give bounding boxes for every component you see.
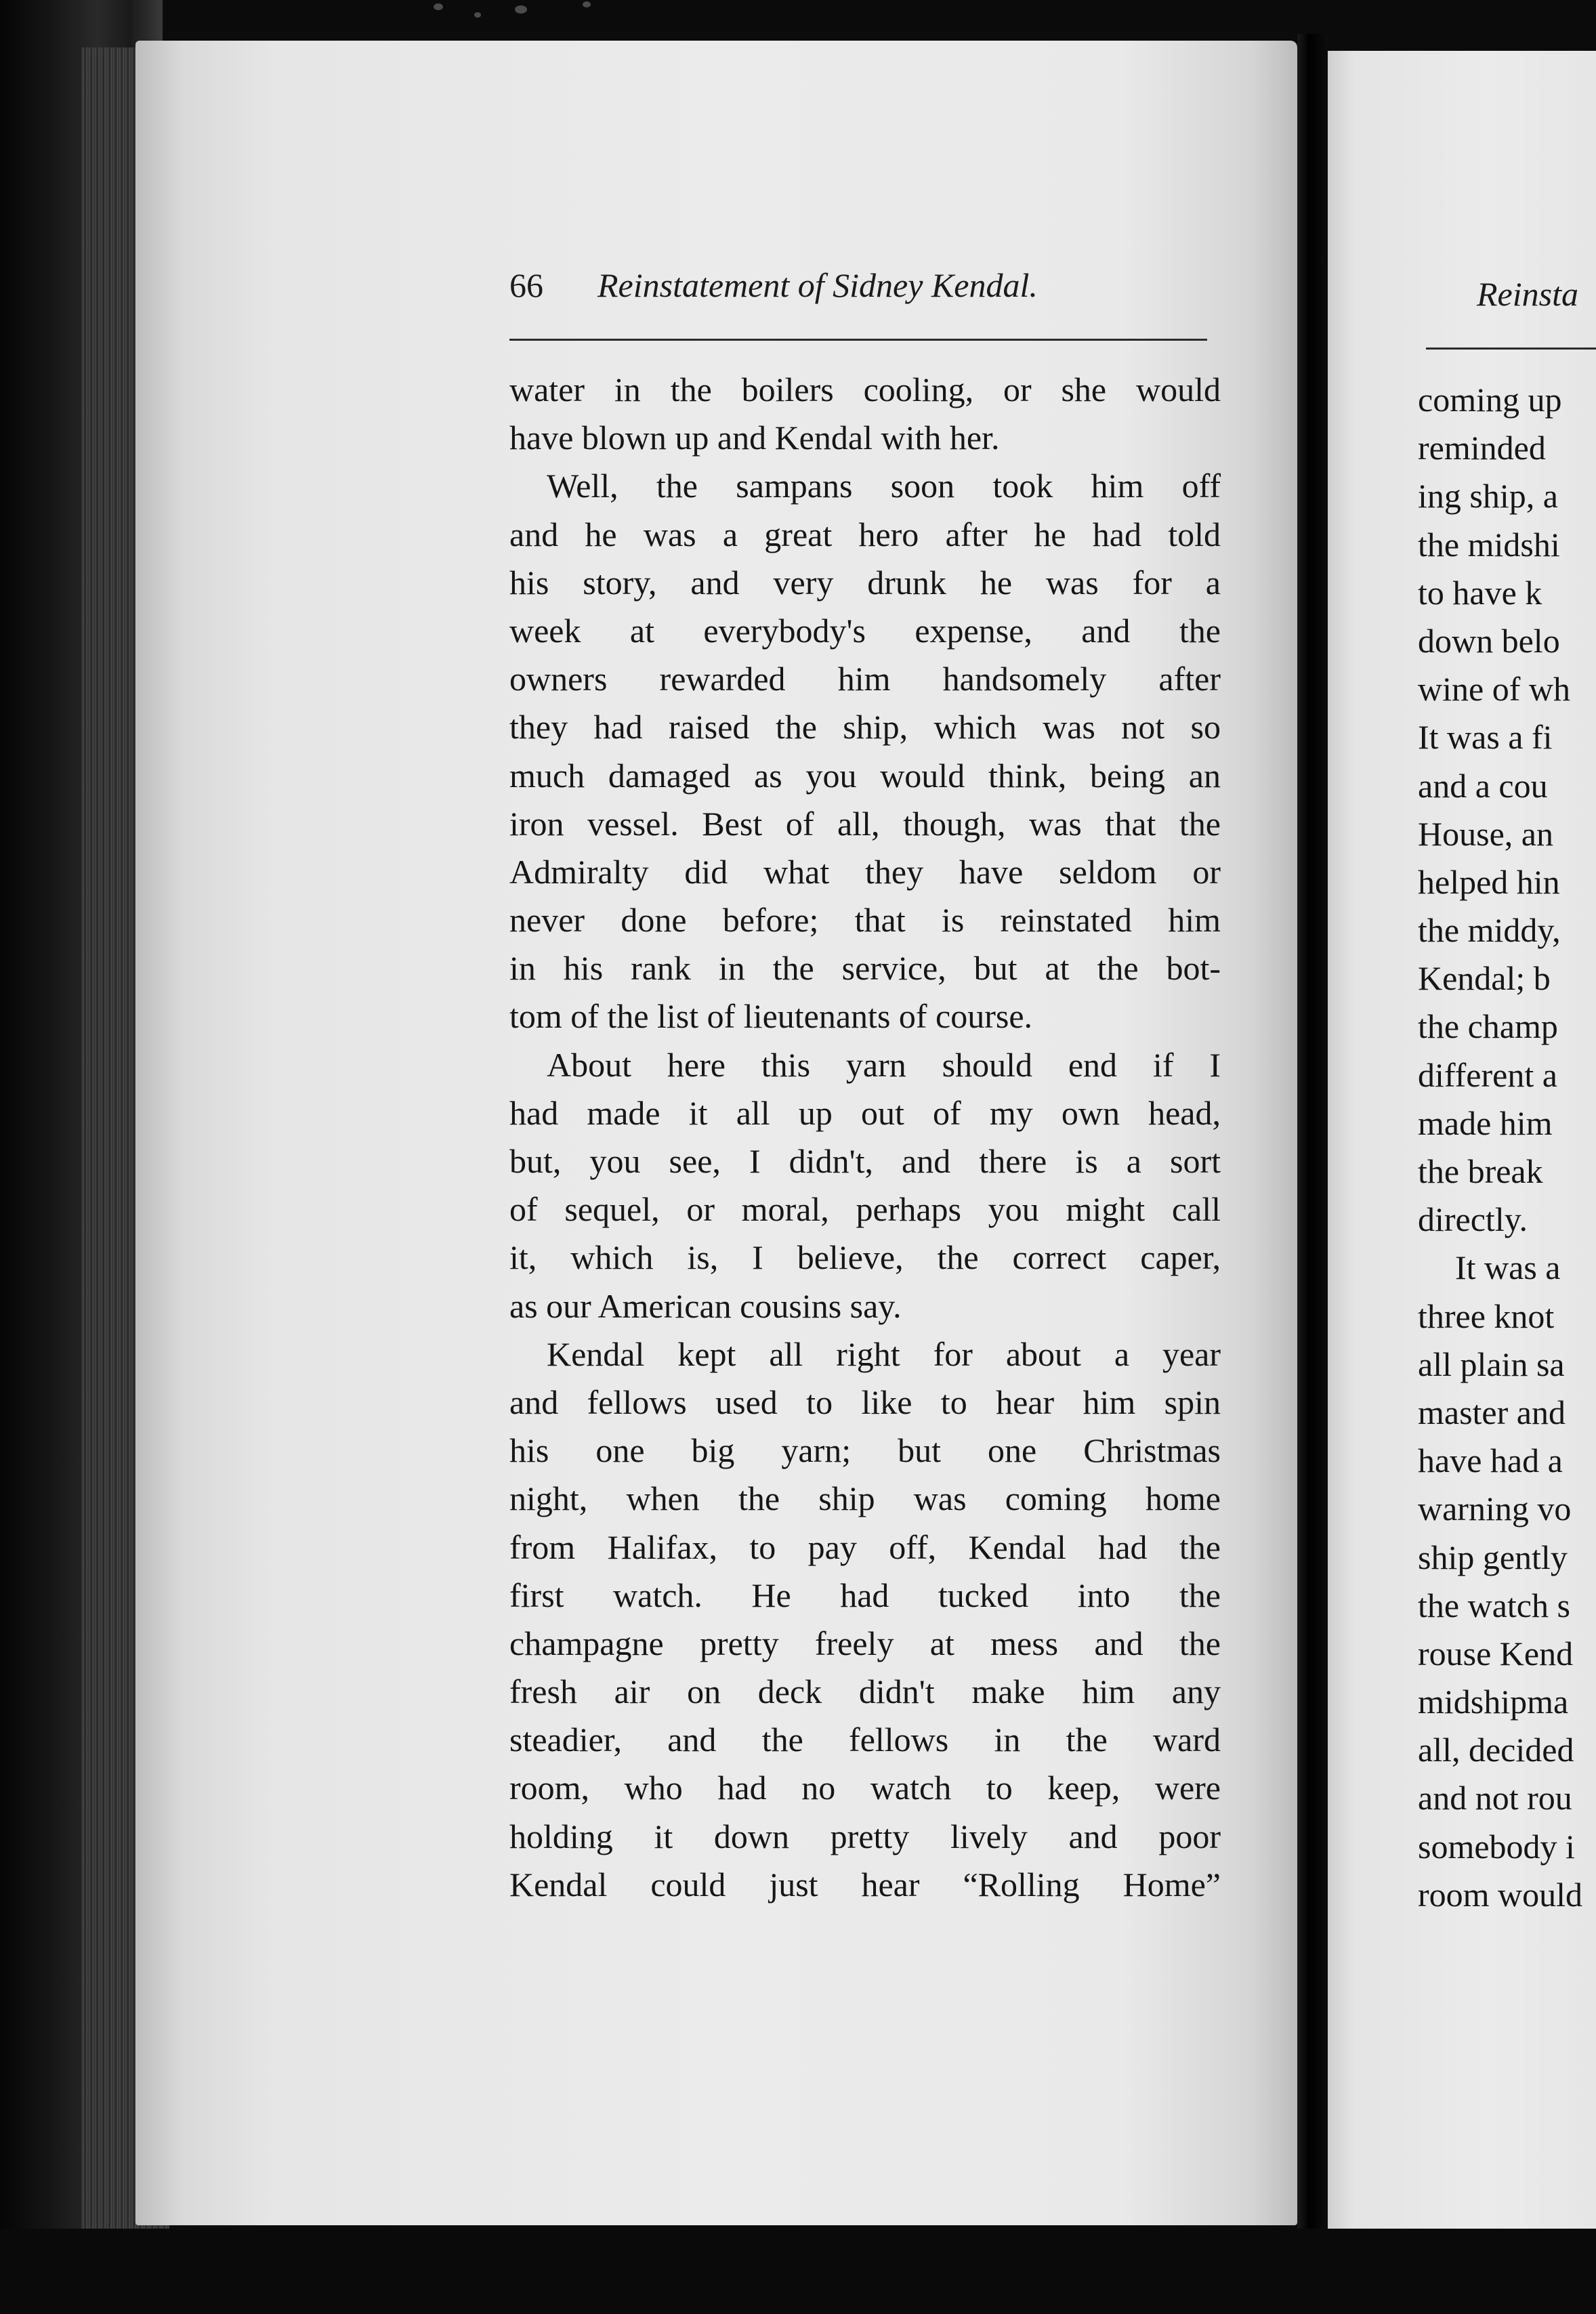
running-title: Reinstatement of Sidney Kendal. (597, 266, 1038, 304)
text-line: directly. (1418, 1200, 1528, 1239)
text-line: never done before; that is reinstated him (509, 901, 1221, 940)
text-line: the break (1418, 1152, 1543, 1190)
text-line: warning vo (1418, 1490, 1572, 1528)
text-line: holding it down pretty lively and poor (509, 1817, 1221, 1855)
page-header (509, 266, 1221, 305)
text-line: the middy, (1418, 911, 1561, 950)
text-line: coming up (1418, 381, 1562, 419)
text-line: had made it all up out of my own head, (509, 1093, 1221, 1132)
text-line: as our American cousins say. (509, 1286, 902, 1325)
text-line: and a cou (1418, 766, 1548, 805)
text-line: his story, and very drunk he was for a (509, 563, 1221, 602)
text-line: have blown up and Kendal with her. (509, 419, 1000, 457)
text-line: week at everybody's expense, and the (509, 611, 1221, 650)
text-line: Kendal could just hear “Rolling Home” (509, 1865, 1221, 1903)
text-line: and not rou (1418, 1779, 1572, 1817)
dust-speck (474, 12, 481, 18)
text-line: champagne pretty freely at mess and the (509, 1624, 1221, 1662)
text-line: room, who had no watch to keep, were (509, 1769, 1221, 1807)
text-line: owners rewarded him handsomely after (509, 660, 1221, 698)
book-gutter (1297, 34, 1328, 2269)
dust-speck (583, 1, 591, 7)
right-running-title: Reinsta (1477, 275, 1578, 313)
text-line: House, an (1418, 814, 1553, 853)
text-line: Well, the sampans soon took him off (547, 467, 1221, 505)
text-line: master and (1418, 1393, 1566, 1431)
text-line: steadier, and the fellows in the ward (509, 1721, 1221, 1759)
bottom-shadow (0, 2229, 1596, 2314)
text-line: room would (1418, 1875, 1583, 1914)
text-line: helped hin (1418, 862, 1560, 901)
right-header-rule (1426, 348, 1596, 350)
text-line: water in the boilers cooling, or she would (509, 371, 1221, 408)
text-line: first watch. He had tucked into the (509, 1576, 1221, 1614)
text-line: all plain sa (1418, 1345, 1565, 1383)
page-body-text (509, 366, 1221, 1909)
text-line: all, decided (1418, 1731, 1574, 1769)
text-line: tom of the list of lieutenants of course. (509, 997, 1033, 1036)
page-number: 66 (509, 266, 543, 304)
text-line: night, when the ship was coming home (509, 1479, 1221, 1518)
text-line: have had a (1418, 1442, 1563, 1480)
text-line: and he was a great hero after he had told (509, 515, 1221, 553)
text-line: of sequel, or moral, perhaps you might call (509, 1190, 1221, 1229)
text-line: ship gently (1418, 1538, 1568, 1576)
dust-speck (434, 3, 443, 10)
text-line: the watch s (1418, 1586, 1570, 1624)
text-line: his one big yarn; but one Christmas (509, 1431, 1221, 1470)
text-line: somebody i (1418, 1827, 1575, 1866)
text-line: ing ship, a (1418, 477, 1558, 516)
text-line: the midshi (1418, 525, 1560, 564)
text-line: Kendal; b (1418, 959, 1551, 998)
text-line: wine of wh (1418, 670, 1570, 709)
text-line: fresh air on deck didn't make him any (509, 1673, 1221, 1711)
text-line: in his rank in the service, but at the bot- (509, 949, 1221, 988)
header-rule (509, 339, 1207, 341)
text-line: Admiralty did what they have seldom or (509, 852, 1221, 891)
text-line: the champ (1418, 1007, 1558, 1046)
text-line: iron vessel. Best of all, though, was that the (509, 804, 1221, 843)
text-line: much damaged as you would think, being an (509, 756, 1221, 795)
dust-speck (515, 5, 527, 14)
text-line: reminded (1418, 429, 1546, 467)
text-line: About here this yarn should end if I (547, 1045, 1221, 1084)
text-line: from Halifax, to pay off, Kendal had the (509, 1528, 1221, 1566)
text-line: three knot (1418, 1297, 1555, 1335)
text-line: down belo (1418, 621, 1560, 660)
text-line: but, you see, I didn't, and there is a sort (509, 1142, 1221, 1180)
text-line: different a (1418, 1055, 1557, 1094)
text-line: rouse Kend (1418, 1634, 1574, 1673)
text-line: they had raised the ship, which was not so (509, 708, 1221, 746)
text-line: Kendal kept all right for about a year (547, 1334, 1221, 1373)
text-line: It was a fi (1418, 718, 1553, 757)
text-line: midshipma (1418, 1683, 1569, 1721)
text-line: It was a (1455, 1248, 1561, 1287)
text-line: made him (1418, 1103, 1553, 1142)
text-line: it, which is, I believe, the correct caper, (509, 1238, 1221, 1277)
right-page-body-text (1418, 376, 1596, 1919)
text-line: and fellows used to like to hear him spin (509, 1383, 1221, 1421)
text-line: to have k (1418, 573, 1542, 612)
